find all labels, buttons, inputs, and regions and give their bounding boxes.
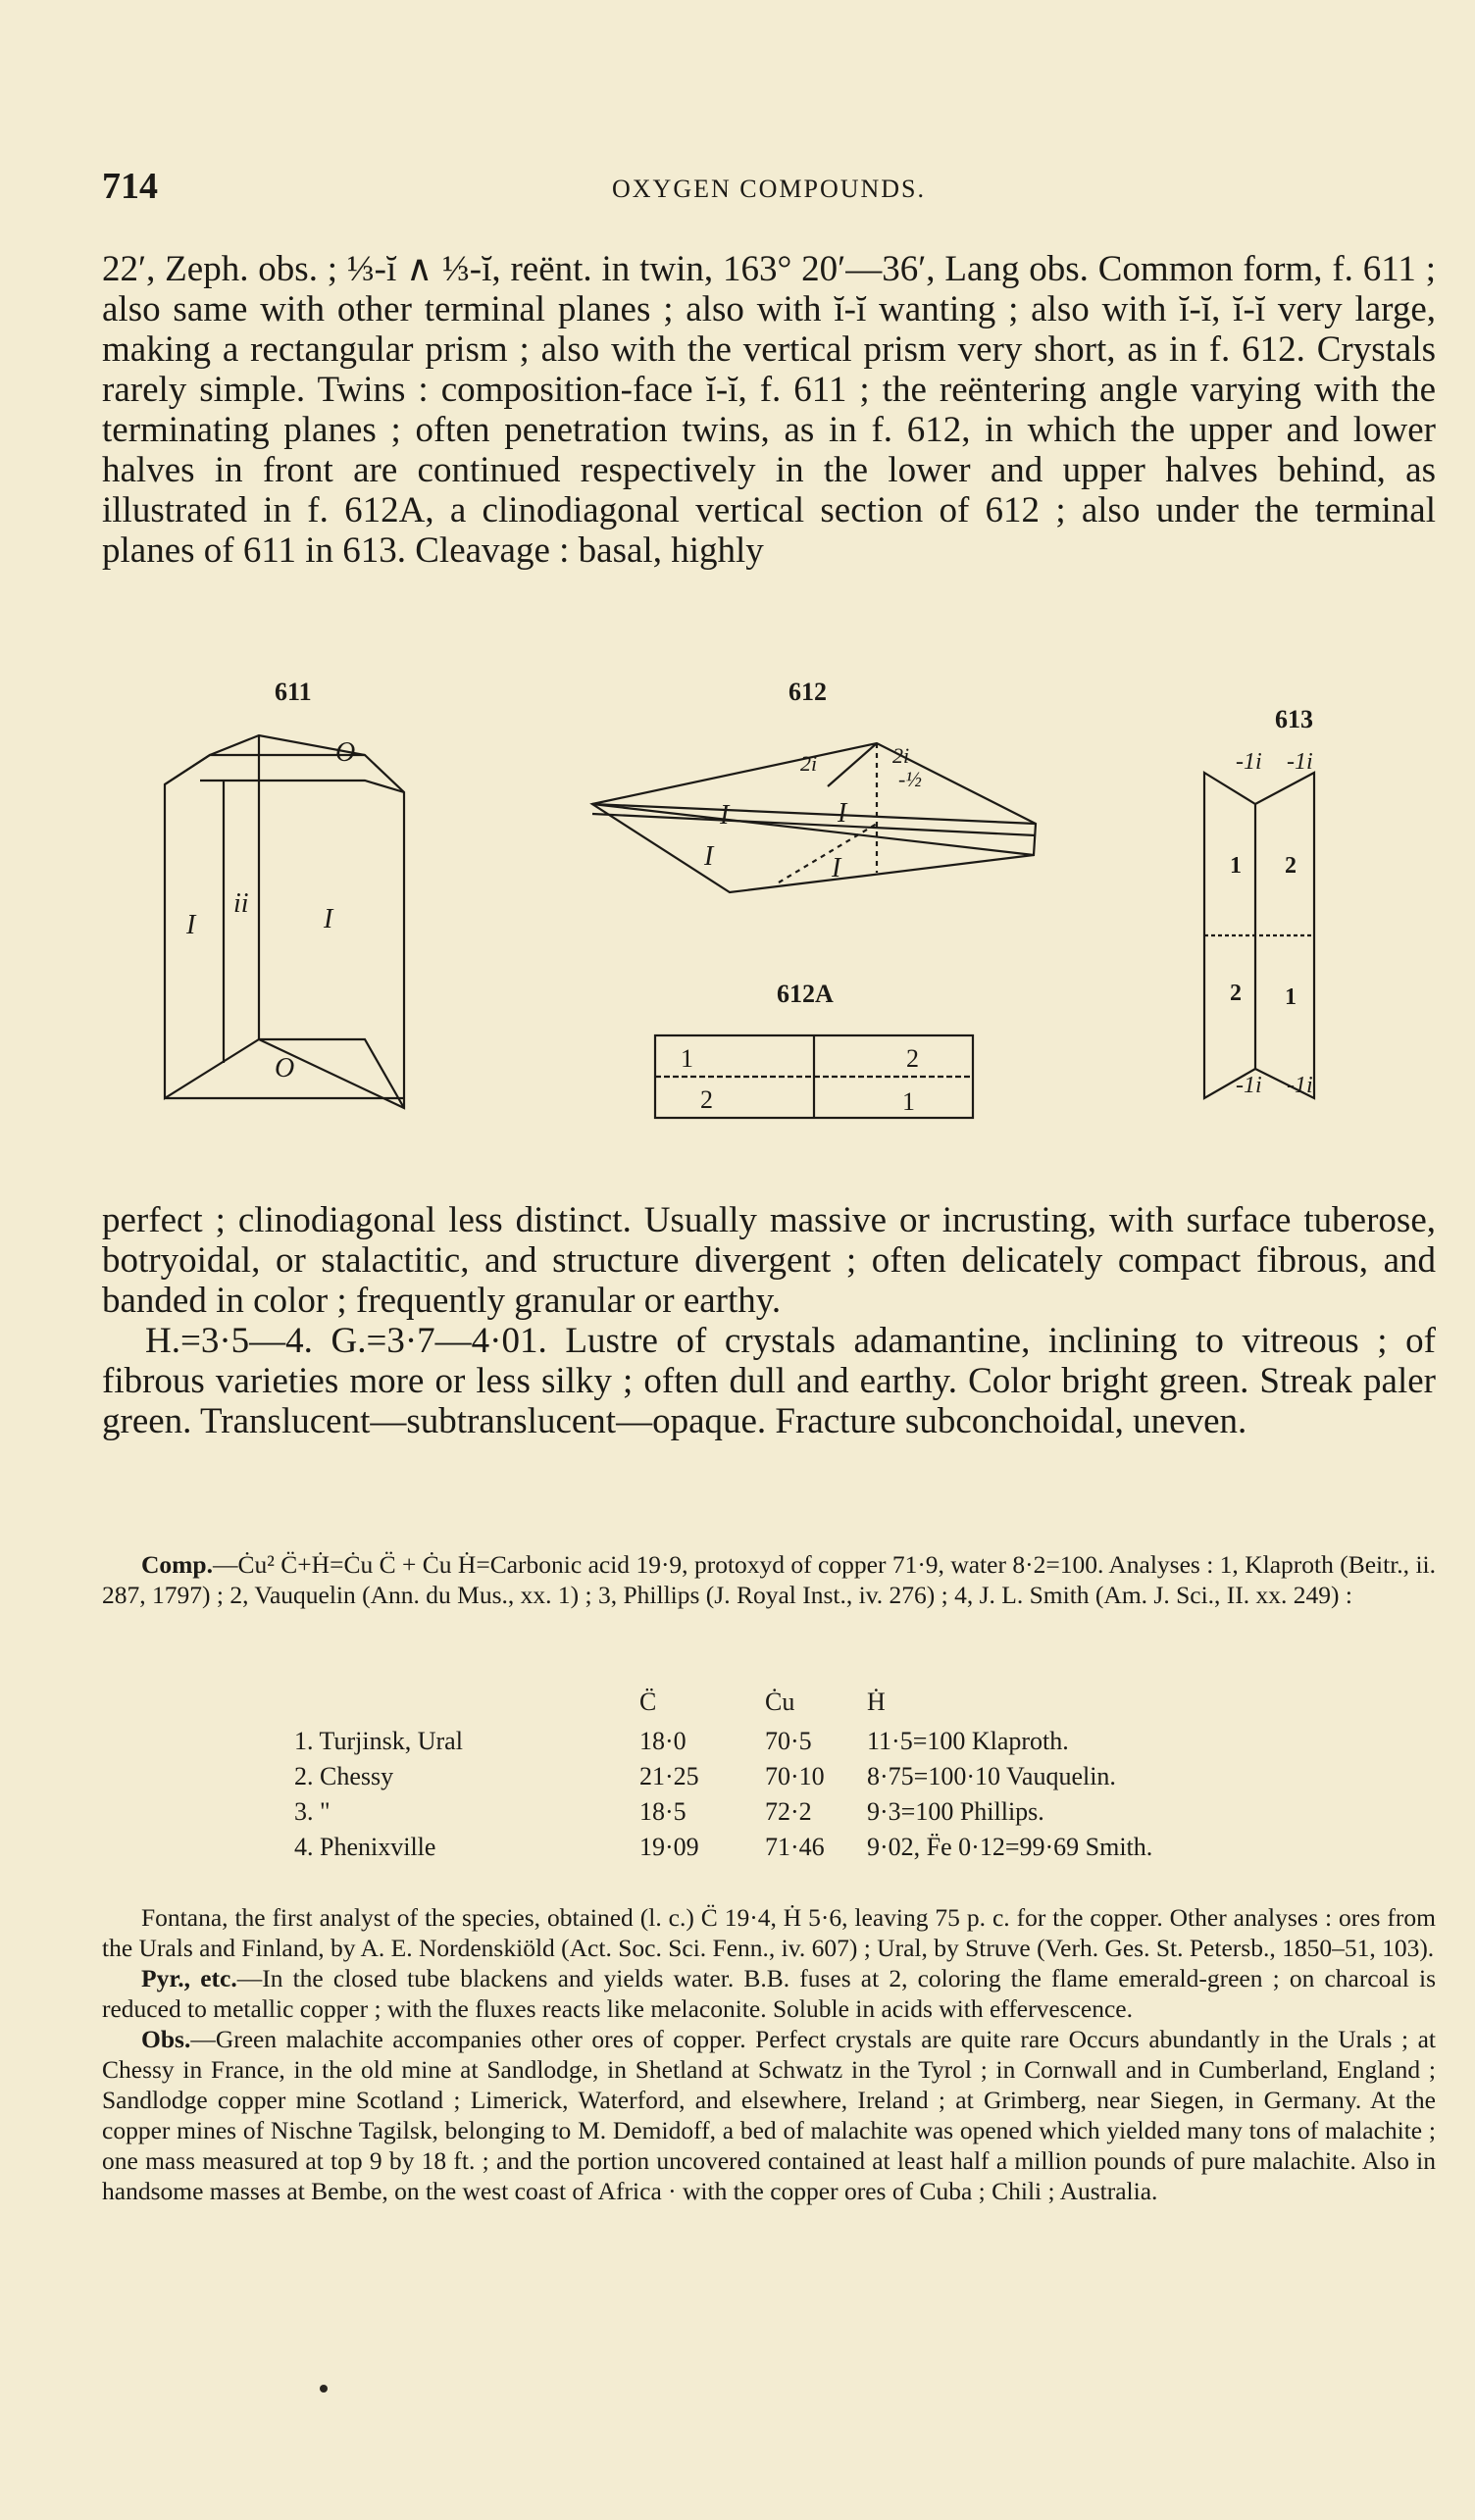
obs-text: —Green malachite accompanies other ores of copper. Perfect crystals are quite rare Occurs abundantly in the Urals ; at Chessy in France, in the old mine at Sandlodge, in Shetland at Schwatz in the Tyrol ; in Cornwall and in Cumberland, England ; Sandlodge copper mine Scotland ; Limerick, Waterford, and elsewhere, Ireland ; at Grimberg, near Siegen, in Germany. At the copper mines of Nischne Tagilsk, belonging to M. Demidoff, a bed of malachite was opened which yielded many tons of malachite ; one mass measured at top 9 by 18 ft. ; and the portion uncovered contained at least half a million pounds of pure malachite. Also in handsome masses at Bembe, on the west coast of Africa · with the copper ores of Cuba ; Chili ; Australia. — [102, 2025, 1436, 2205]
analyses-header-row — [294, 1687, 1279, 1726]
figures-svg — [102, 677, 1436, 1147]
notes-section — [102, 1902, 1436, 2206]
obs-lead: Obs. — [141, 2025, 191, 2053]
fig612-edge — [592, 804, 1036, 824]
cell: 1. Turjinsk, Ural — [294, 1727, 463, 1755]
table-row — [294, 1761, 1279, 1796]
fig613-label-bot-r: -1i — [1287, 1073, 1313, 1098]
fig613-label-top-l: -1i — [1236, 749, 1262, 775]
comp-text: —Ċu² C̈+Ḣ=Ċu C̈ + Ċu Ḣ=Carbonic acid 19·9, protoxyd of copper 71·9, water 8·2=100. Analyses : 1, Klaproth (Beitr., ii. 287, 1797) ; 2, Vauquelin (Ann. du Mus., xx. 1) ; 3, Phillips (J. Royal Inst., iv. 276) ; 4, J. L. Smith (Am. J. Sci., II. xx. 249) : — [102, 1550, 1436, 1609]
cell: 70·5 — [765, 1727, 812, 1755]
fig611-label-o-bottom: O — [275, 1053, 295, 1084]
para-3: H.=3·5—4. G.=3·7—4·01. Lustre of crystals adamantine, inclining to vitreous ; of fibrous varieties more or less silky ; often dull and earthy. Color bright green. Streak paler green. Translucent—subtranslucent—opaque. Fracture subconchoidal, uneven. — [102, 1321, 1436, 1441]
fig612a-label-tl: 1 — [681, 1044, 693, 1073]
cell: 9·3=100 Phillips. — [867, 1797, 1044, 1826]
fontana-paragraph: Fontana, the first analyst of the species, obtained (l. c.) C̈ 19·4, Ḣ 5·6, leaving 75 p. c. for the copper. Other analyses : ores from the Urals and Finland, by A. E. Nordenskiöld (Act. Soc. Sci. Fenn., iv. 607) ; Ural, by Struve (Verh. Ges. St. Petersb., 1850–51, 103). — [102, 1903, 1436, 1962]
fig611-label-ii: ii — [233, 888, 249, 919]
col-water: Ḣ — [867, 1688, 886, 1716]
col-carbonic: C̈ — [639, 1688, 657, 1716]
fig612-label-2i-left: 2i — [800, 751, 818, 776]
pyr-text: —In the closed tube blackens and yields water. B.B. fuses at 2, coloring the flame emerald-green ; on charcoal is reduced to metallic copper ; with the fluxes reacts like melaconite. Soluble in acids with effervescence. — [102, 1964, 1436, 2023]
table-row — [294, 1832, 1279, 1867]
fig612-label-half: -½ — [898, 767, 922, 791]
fig612a-label-br: 1 — [902, 1087, 915, 1116]
fig611-label-o-top: O — [335, 737, 356, 768]
fig612-label-2i-right: 2i — [892, 743, 910, 768]
fig611-label-i-right: I — [324, 904, 333, 934]
cell: 72·2 — [765, 1797, 812, 1826]
running-head: OXYGEN COMPOUNDS. — [611, 175, 927, 203]
paragraph-crystal-forms — [102, 249, 1436, 571]
fig613-number: 613 — [1275, 705, 1313, 733]
figure-613 — [1204, 773, 1314, 1098]
fig613-label-2: 2 — [1285, 853, 1297, 879]
fig612a-label-bl: 2 — [700, 1085, 713, 1114]
cell: 4. Phenixville — [294, 1833, 436, 1861]
fig612-label-i3: I — [704, 841, 714, 872]
fig612-edge — [828, 743, 877, 786]
fig612-label-i2: I — [838, 798, 847, 829]
page-header — [102, 165, 1436, 214]
fig612-label-i4: I — [832, 853, 841, 883]
comp-lead: Comp. — [141, 1550, 213, 1579]
col-locality — [294, 1687, 639, 1726]
pyr-lead: Pyr., etc. — [141, 1964, 237, 1992]
ink-speck — [320, 2385, 328, 2393]
para-1: 22′, Zeph. obs. ; ⅓-ĭ ∧ ⅓-ĭ, reënt. in twin, 163° 20′—36′, Lang obs. Common form, f. 611 ; also same with other terminal planes ; also with ĭ-ĭ wanting ; also with ĭ-ĭ, ĭ-ĭ very large, making a rectangular prism ; also with the vertical prism very short, as in f. 612. Crystals rarely simple. Twins : composition-face ĭ-ĭ, f. 611 ; the reëntering angle varying with the terminating planes ; often penetration twins, as in f. 612, in which the upper and lower halves in front are continued respectively in the lower and upper halves behind, as illustrated in f. 612A, a clinodiagonal vertical section of 612 ; also under the terminal planes of 611 in 613. Cleavage : basal, highly — [102, 249, 1436, 571]
figure-611 — [165, 735, 404, 1108]
fig612-label-i1: I — [720, 800, 730, 831]
cell: 21·25 — [639, 1762, 699, 1790]
fig612-edge — [592, 814, 1036, 835]
cell: 19·09 — [639, 1833, 699, 1861]
fig611-outline — [165, 735, 404, 1108]
fig611-label-i-left: I — [186, 910, 196, 940]
cell: 3. " — [294, 1797, 331, 1826]
cell: 11·5=100 Klaproth. — [867, 1727, 1069, 1755]
fig613-label-3: 2 — [1230, 981, 1242, 1006]
cell: 8·75=100·10 Vauquelin. — [867, 1762, 1116, 1790]
fig612a-label-tr: 2 — [906, 1044, 919, 1073]
fig613-label-1: 1 — [1230, 853, 1242, 879]
col-copper: Ċu — [765, 1688, 795, 1716]
cell: 18·0 — [639, 1727, 687, 1755]
fig613-label-bot-l: -1i — [1236, 1073, 1262, 1098]
fig611-edge — [200, 781, 404, 792]
table-row — [294, 1796, 1279, 1832]
cell: 9·02, F̈e 0·12=99·69 Smith. — [867, 1833, 1153, 1861]
fig612-hidden-edge — [779, 824, 877, 882]
table-row — [294, 1726, 1279, 1761]
paragraph-structure — [102, 1200, 1436, 1441]
analyses-table — [294, 1687, 1279, 1867]
fig612-number: 612 — [788, 678, 827, 706]
cell: 18·5 — [639, 1797, 687, 1826]
para-2: perfect ; clinodiagonal less distinct. Usually massive or incrusting, with surface tuberose, botryoidal, or stalactitic, and structure divergent ; often delicately compact fibrous, and banded in color ; frequently granular or earthy. — [102, 1200, 1436, 1321]
page-number: 714 — [102, 166, 158, 207]
crystal-figures — [102, 677, 1436, 1147]
fig611-number: 611 — [275, 678, 312, 706]
cell: 71·46 — [765, 1833, 825, 1861]
fig613-label-4: 1 — [1285, 984, 1297, 1010]
cell: 70·10 — [765, 1762, 825, 1790]
fig612a-number: 612A — [777, 980, 834, 1008]
composition-section — [102, 1549, 1436, 1610]
cell: 2. Chessy — [294, 1762, 394, 1790]
fig613-label-top-r: -1i — [1287, 749, 1313, 775]
